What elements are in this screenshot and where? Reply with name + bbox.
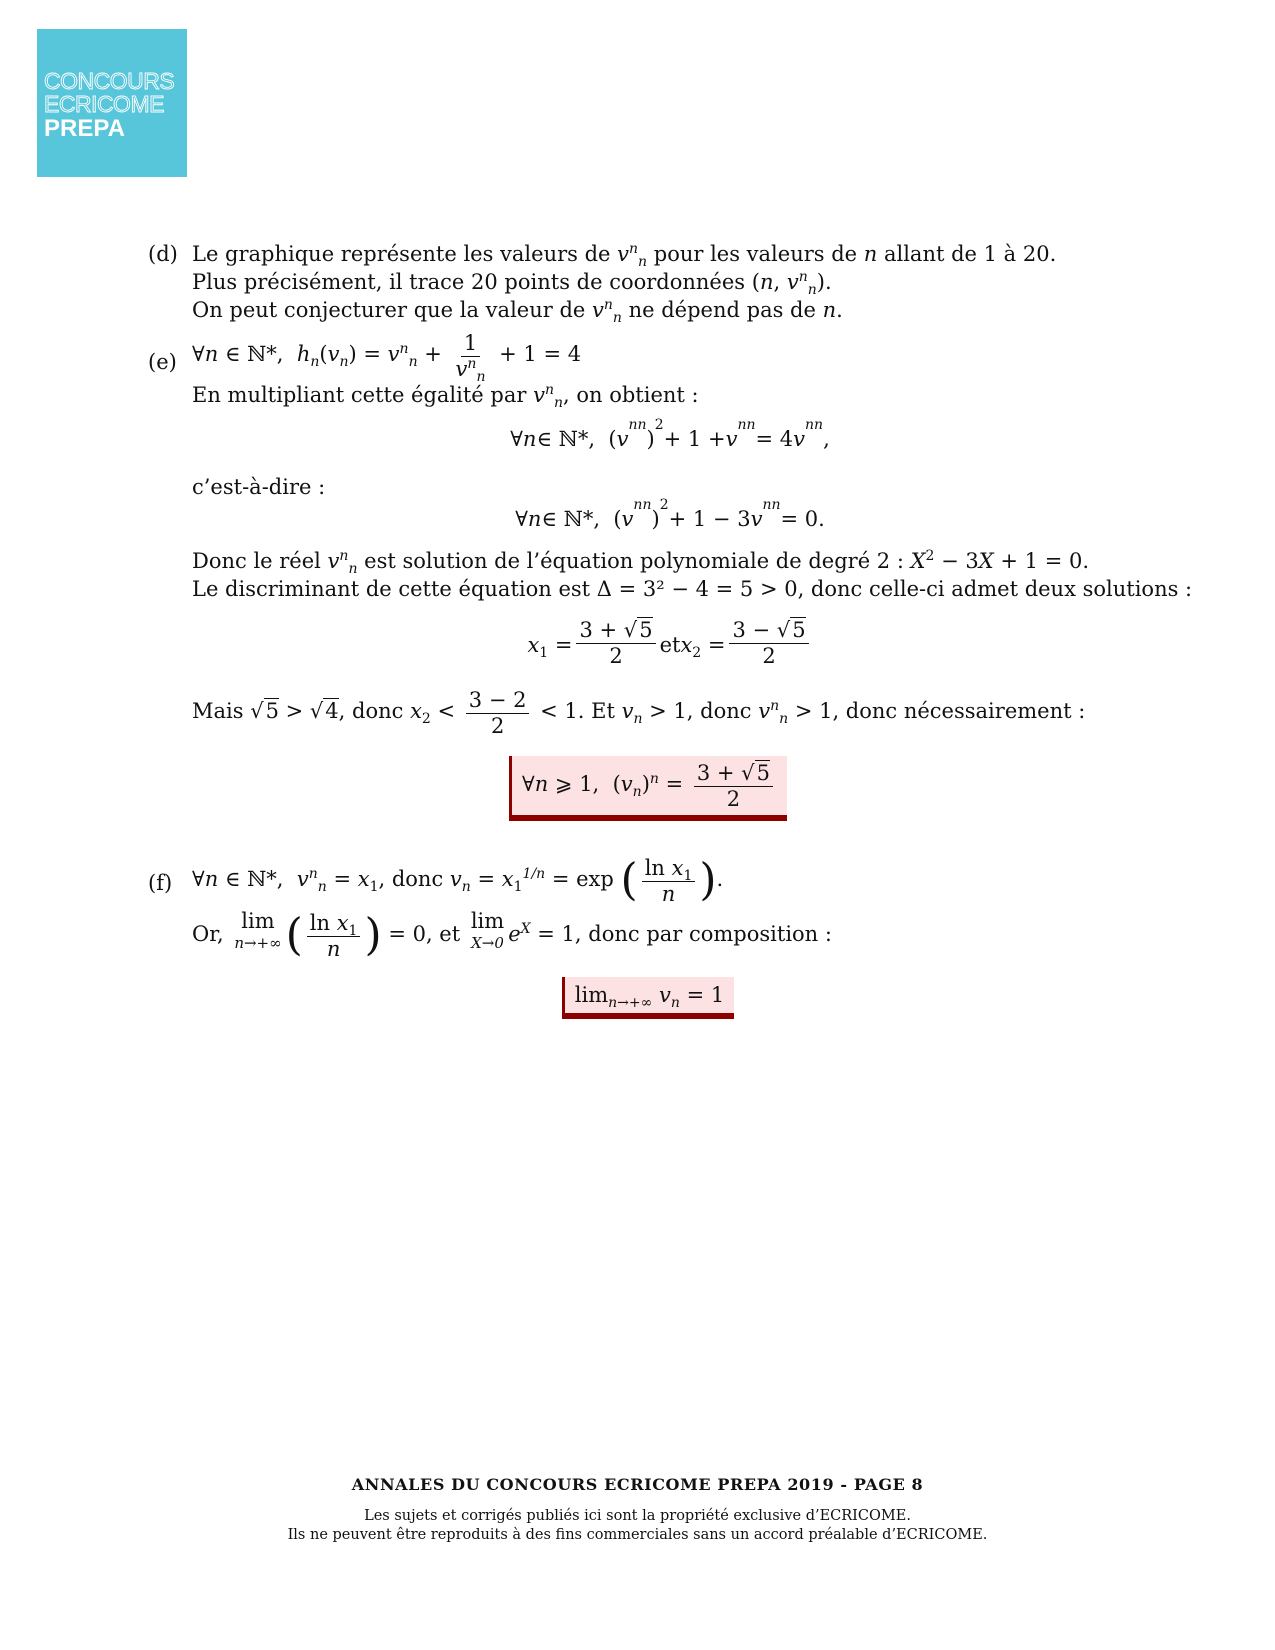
math-line: ∀n ∈ ℕ*, $v^n_n = x_1$, donc $v_n = x_1^{1/n} = \exp$ ( $\frac{\ln x_1}{n}$ ).	[192, 854, 724, 906]
display-equation: ∀ n ∈ ℕ*, ( v n n ) 2 + 1 + v n n = 4 v n n ,	[510, 417, 830, 451]
footer-notice-line-1: Les sujets et corrigés publiés ici sont la propriété exclusive d’ECRICOME.	[364, 1508, 911, 1524]
logo-line-3: PREPA	[44, 115, 125, 142]
item-f	[148, 855, 1148, 1019]
text-line: On peut conjecturer que la valeur de $v^n_n$ ne dépend pas de n.	[192, 297, 843, 327]
item-label: (d)	[148, 242, 178, 266]
text-line: Le graphique représente les valeurs de $v^n_n$ pour les valeurs de n allant de 1 à 20.	[192, 241, 1057, 271]
item-d	[148, 240, 1148, 327]
item-label: (e)	[148, 350, 177, 374]
display-equation: ∀ n ∈ ℕ*, ( v n n ) 2 + 1 − 3 v n n = 0.	[515, 497, 825, 531]
display-equation: $x_1$ = $\frac{3 + √5}{2}$ et $x_2$ = $\frac{3 - √5}{2}$	[192, 617, 1148, 673]
text-line: En multipliant cette égalité par $v^n_n$, on obtient :	[192, 382, 699, 412]
boxed-result: $\lim_{n\to+\infty} v_n = 1$	[148, 977, 1148, 1019]
footer-notice	[0, 1507, 1275, 1545]
solution-content	[148, 240, 1193, 1019]
logo-line-1: CONCOURS	[44, 68, 175, 94]
item-label: (f)	[148, 871, 173, 895]
boxed-result: ∀n ⩾ 1, $(v_n)^n$ = $\frac{3 + √5}{2}$	[148, 756, 1148, 821]
logo-line-2: ECRICOME	[44, 91, 164, 117]
math-line: ∀n ∈ ℕ*, $h_n(v_n) = v^n_n$ + $\frac{1}{v^n_n}$ + 1 = 4	[192, 331, 582, 386]
text-line: Plus précisément, il trace 20 points de coordonnées (n, $v^n_n$).	[192, 269, 832, 299]
text-line: c’est-à-dire :	[192, 475, 326, 499]
text-line: Mais √5 > √4, donc $x_2$ < $\frac{3 - 2}{2}$ < 1. Et $v_n > 1$, donc $v^n_n > 1$, donc nécessairement :	[192, 688, 1086, 738]
text-line: Le discriminant de cette équation est Δ = 3² − 4 = 5 > 0, donc celle-ci admet deux solutions :	[192, 577, 1193, 601]
text-line: Donc le réel $v^n_n$ est solution de l’équation polynomiale de degré 2 : $X^2 - 3X + 1 = 0$.	[192, 548, 1090, 578]
math-line: Or, lim n→+∞ ( $\frac{\ln x_1}{n}$ ) = 0, et lim X→0 $e^X = 1$, donc par composition :	[192, 909, 832, 961]
ecricome-logo	[37, 29, 187, 177]
item-e	[148, 330, 1193, 821]
footer-title: ANNALES DU CONCOURS ECRICOME PREPA 2019 - PAGE 8	[351, 1475, 924, 1494]
footer-notice-line-2: Ils ne peuvent être reproduits à des fins commerciales sans un accord préalable d’ECRICOME.	[287, 1527, 988, 1543]
